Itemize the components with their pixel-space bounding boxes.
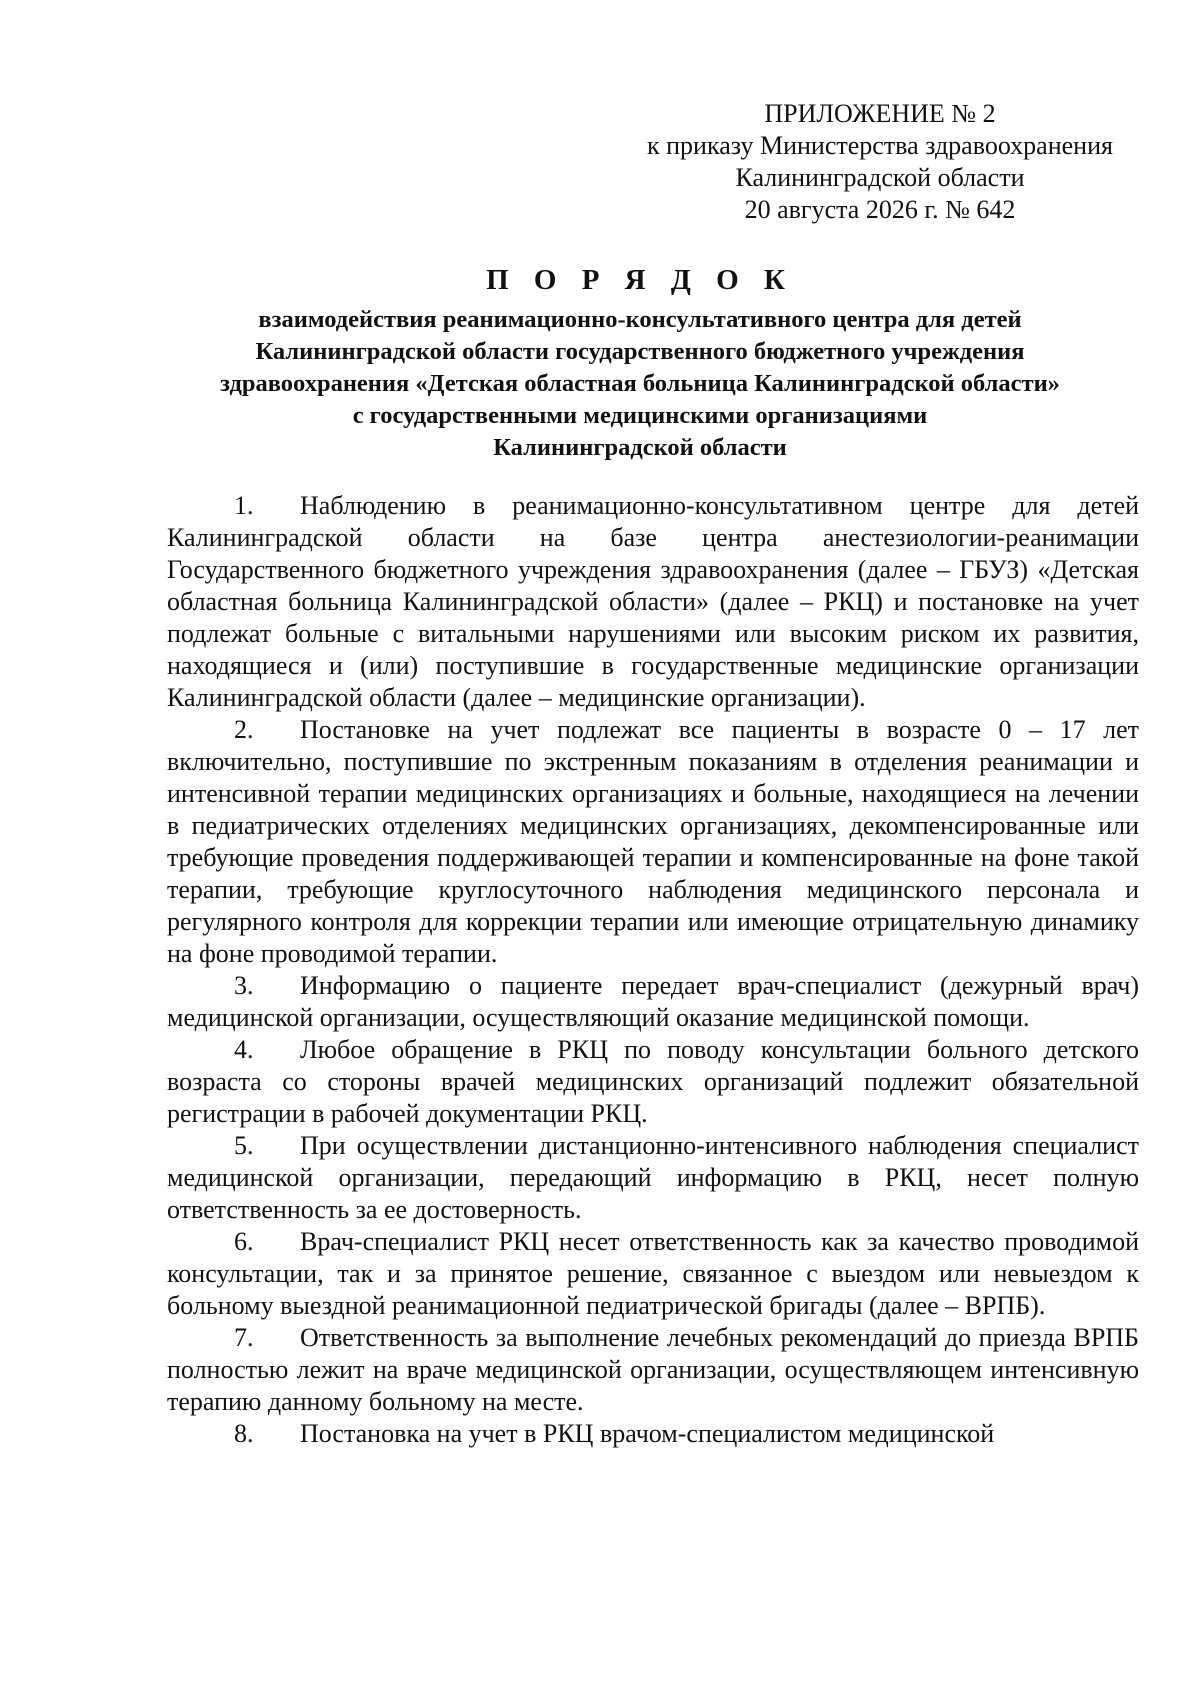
paragraph-number: 3.	[234, 971, 254, 1000]
title-line: Калининградской области	[493, 434, 787, 461]
paragraph-text: Информацию о пациенте передает врач-специалист (дежурный врач) медицинской организации, осуществляющий оказание медицинской помощи.	[167, 971, 1139, 1032]
paragraph-3	[167, 970, 1139, 1034]
title-line: здравоохранения «Детская областная больница Калининградской области»	[220, 370, 1060, 397]
paragraph-number: 8.	[234, 1419, 254, 1448]
paragraph-1	[167, 490, 1139, 714]
paragraph-5	[167, 1130, 1139, 1226]
paragraph-number: 5.	[234, 1131, 254, 1160]
paragraph-text: Наблюдению в реанимационно-консультативном центре для детей Калининградской области на базе центра анестезиологии-реанимации Государственного бюджетного учреждения здравоохранения (далее – ГБУЗ) «Детская областная больница Калининградской области» (далее – РКЦ) и постановке на учет подлежат больные с витальными нарушениями или высоким риском их развития, находящиеся и (или) поступившие в государственные медицинские организации Калининградской области (далее – медицинские организации).	[167, 491, 1139, 712]
paragraph-text: Врач-специалист РКЦ несет ответственность как за качество проводимой консультации, так и за принятое решение, связанное с выездом или невыездом к больному выездной реанимационной педиатрической бригады (далее – ВРПБ).	[167, 1227, 1139, 1320]
paragraph-text: Ответственность за выполнение лечебных рекомендаций до приезда ВРПБ полностью лежит на враче медицинской организации, осуществляющем интенсивную терапию данному больному на месте.	[167, 1323, 1139, 1416]
paragraph-2	[167, 714, 1139, 970]
title-line: с государственными медицинскими организациями	[352, 402, 928, 429]
paragraph-number: 7.	[234, 1323, 254, 1352]
appendix-order-ref: к приказу Министерства здравоохранения	[647, 131, 1113, 160]
paragraph-text: Любое обращение в РКЦ по поводу консультации больного детского возраста со стороны врачей медицинских организаций подлежит обязательной регистрации в рабочей документации РКЦ.	[167, 1035, 1139, 1128]
appendix-region: Калининградской области	[735, 163, 1025, 192]
paragraph-8	[167, 1418, 1139, 1450]
paragraph-text: Постановке на учет подлежат все пациенты в возрасте 0 – 17 лет включительно, поступившие по экстренным показаниям в отделения реанимации и интенсивной терапии медицинских организациях и больные, находящиеся на лечении в педиатрических отделениях медицинских организациях, декомпенсированные или требующие проведения поддерживающей терапии и компенсированные на фоне такой терапии, требующие круглосуточного наблюдения медицинского персонала и регулярного контроля для коррекции терапии или имеющие отрицательную динамику на фоне проводимой терапии.	[167, 715, 1139, 968]
paragraph-number: 4.	[234, 1035, 254, 1064]
paragraph-7	[167, 1322, 1139, 1418]
paragraph-text: При осуществлении дистанционно-интенсивного наблюдения специалист медицинской организации, передающий информацию в РКЦ, несет полную ответственность за ее достоверность.	[167, 1131, 1139, 1224]
title-line: Калининградской области государственного бюджетного учреждения	[255, 338, 1025, 365]
paragraph-6	[167, 1226, 1139, 1322]
paragraph-4	[167, 1034, 1139, 1130]
appendix-number: ПРИЛОЖЕНИЕ № 2	[764, 99, 996, 128]
paragraph-number: 1.	[234, 491, 254, 520]
title-line: взаимодействия реанимационно-консультативного центра для детей	[258, 306, 1022, 333]
document-body	[167, 490, 1139, 1450]
appendix-date-number: 20 августа 2026 г. № 642	[744, 195, 1016, 224]
paragraph-text: Постановка на учет в РКЦ врачом-специалистом медицинской	[300, 1419, 995, 1448]
paragraph-number: 2.	[234, 715, 254, 744]
document-title-block	[140, 262, 1140, 464]
document-heading: П О Р Я Д О К	[486, 264, 794, 296]
appendix-header	[600, 98, 1160, 226]
paragraph-number: 6.	[234, 1227, 254, 1256]
